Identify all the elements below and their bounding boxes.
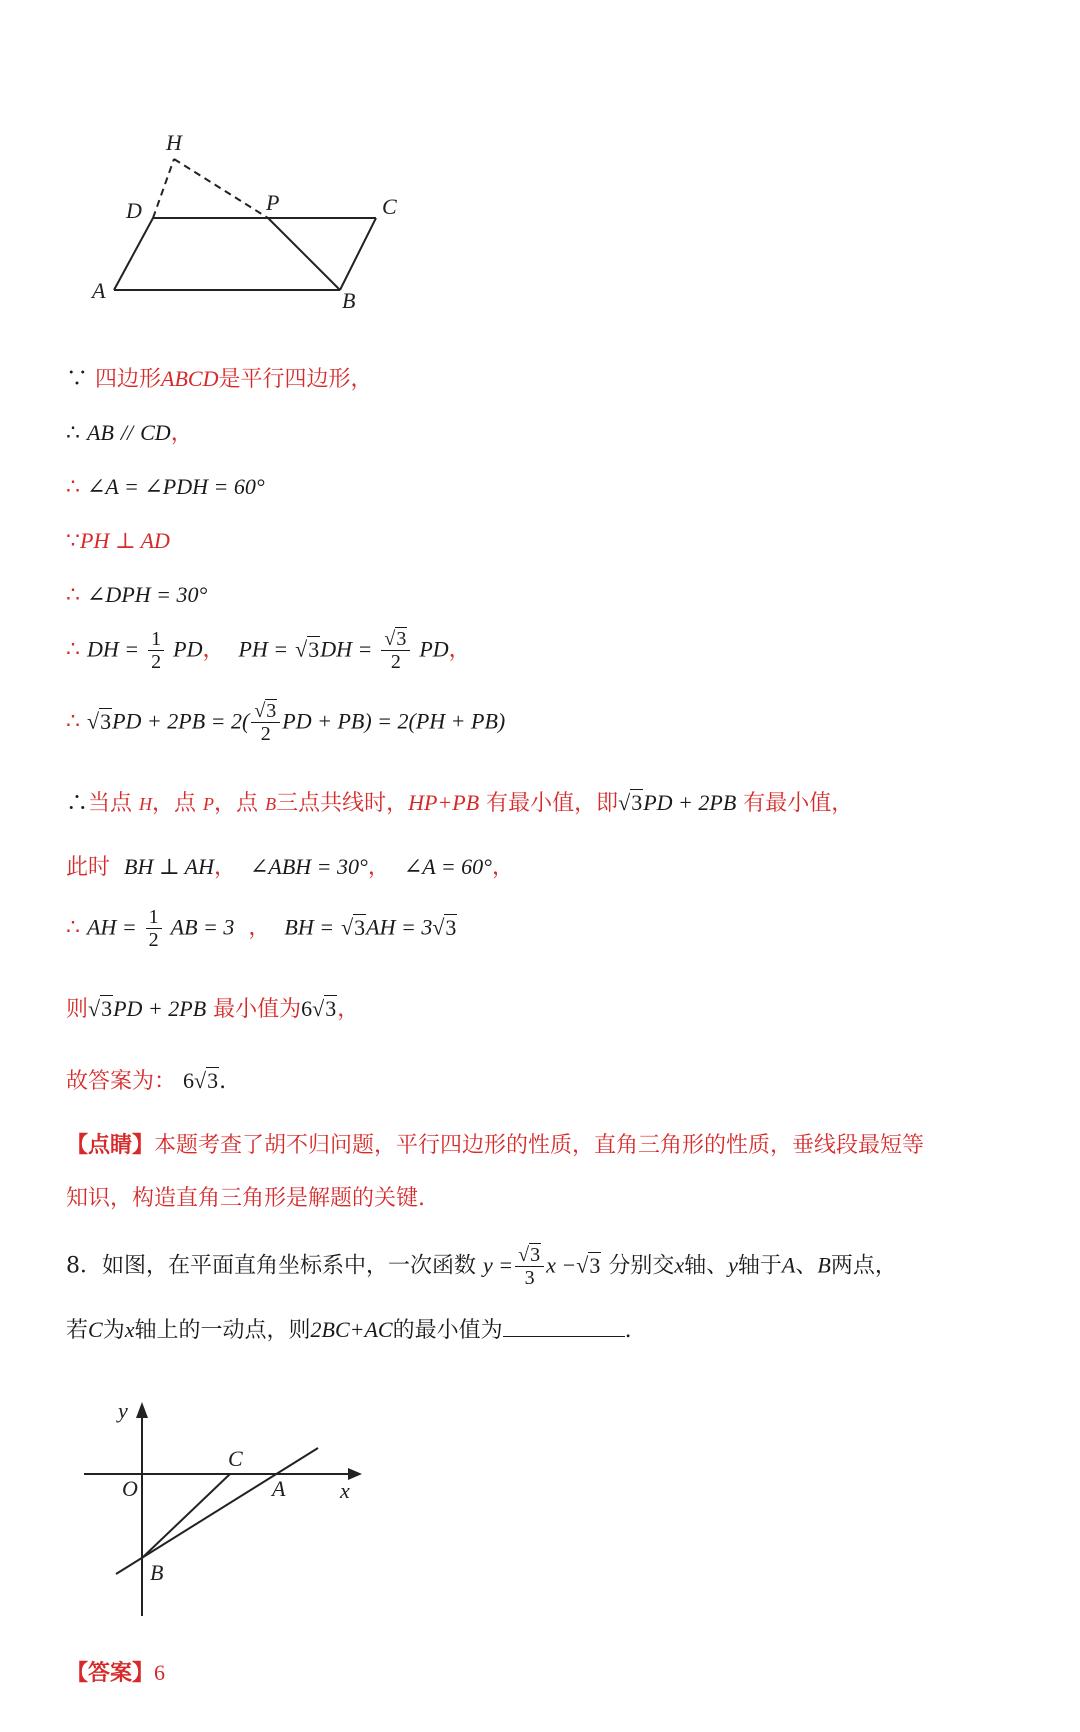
sqrt-3: √3 <box>432 914 457 940</box>
solution-line-12: 故答案为： 6√3. <box>66 1068 227 1094</box>
comment-tag: 【点睛】 <box>66 1132 155 1158</box>
comment-line-2: 知识，构造直角三角形是解题的关键. <box>66 1186 425 1211</box>
label-D: D <box>126 198 142 223</box>
fraction-one-half: $\frac{1}{2}$ <box>148 628 164 673</box>
dashed-DH <box>153 159 174 218</box>
comment-line-1: 【点睛】本题考查了胡不归问题，平行四边形的性质，直角三角形的性质，垂线段最短等 <box>66 1132 925 1158</box>
solution-line-9: 此时 BH ⊥ AH， ∠ABH = 30°， ∠A = 60°， <box>66 854 514 880</box>
segment-BC <box>142 1474 230 1558</box>
fraction-sqrt3-over-3: $\frac{√3}{3}$ <box>515 1244 544 1289</box>
label-B: B <box>342 288 356 313</box>
solution-line-6: ∴ DH = $\frac{1}{2}$ PD， PH = √3DH = $\frac{√3}{2}$ PD， <box>66 628 471 673</box>
dashed-HP <box>174 159 268 218</box>
solution-line-2: ∴ AB // CD， <box>66 420 193 446</box>
sqrt-3: √3 <box>295 636 320 662</box>
parallelogram-svg <box>80 120 440 320</box>
y-axis-arrow <box>136 1402 148 1418</box>
fraction-sqrt3-over-2: $\frac{√3}{2}$ <box>381 628 410 673</box>
question-8-line-1: 8．如图，在平面直角坐标系中，一次函数 y = $\frac{√3}{3}$ x −√3 分别交x轴、y轴于A、B两点， <box>66 1244 897 1289</box>
solution-line-8: ∴当点 H，点 P，点 B三点共线时，HP+PB 有最小值，即√3PD + 2PB 有最小值， <box>66 790 854 816</box>
label-B: B <box>150 1560 164 1585</box>
label-A: A <box>92 278 106 303</box>
parallelogram-figure <box>80 120 440 320</box>
solution-line-11: 则√3PD + 2PB 最小值为6√3， <box>66 996 360 1022</box>
sqrt-3: √3 <box>87 708 112 734</box>
fraction-one-half: $\frac{1}{2}$ <box>146 906 162 951</box>
solution-line-4: ∵PH ⊥ AD <box>66 528 170 554</box>
label-x: x <box>340 1478 350 1503</box>
segment-PB <box>268 218 340 290</box>
sqrt-3: √3 <box>341 914 366 940</box>
question-number: 8． <box>66 1253 102 1279</box>
solution-line-10: ∴ AH = $\frac{1}{2}$ AB = 3 ， BH = √3AH = 3√3 <box>66 906 457 951</box>
answer-line <box>66 1658 165 1689</box>
sqrt-3: √3 <box>194 1068 219 1093</box>
question-8-line-2: 若C为x轴上的一动点，则2BC+AC的最小值为 . <box>66 1314 632 1346</box>
label-A: A <box>272 1476 286 1501</box>
x-axis-arrow <box>348 1468 362 1480</box>
label-C: C <box>382 194 397 219</box>
solution-line-7: ∴ √3PD + 2PB = 2( $\frac{√3}{2}$ PD + PB) = 2(PH + PB) <box>66 700 506 745</box>
label-y: y <box>118 1398 128 1423</box>
solution-line-3: ∴ ∠A = ∠PDH = 60° <box>66 474 265 500</box>
answer-value: 6 <box>154 1660 166 1685</box>
label-O: O <box>122 1476 138 1501</box>
side-CB <box>340 218 376 290</box>
label-H: H <box>166 130 182 155</box>
solution-line-5: ∴ ∠DPH = 30° <box>66 582 208 608</box>
sqrt-3: √3 <box>88 996 113 1021</box>
coordinate-figure <box>70 1390 390 1630</box>
label-C: C <box>228 1446 243 1471</box>
sqrt-3: √3 <box>312 996 337 1021</box>
fraction-sqrt3-over-2: $\frac{√3}{2}$ <box>251 700 280 745</box>
side-AD <box>114 218 153 290</box>
answer-blank[interactable] <box>503 1314 625 1337</box>
sqrt-3: √3 <box>618 790 643 815</box>
sqrt-3: √3 <box>576 1252 601 1278</box>
coordinate-svg <box>70 1390 390 1630</box>
label-P: P <box>266 190 280 215</box>
solution-line-1: ∵ 四边形ABCD是平行四边形， <box>66 366 373 392</box>
answer-tag: 【答案】 <box>66 1660 155 1686</box>
